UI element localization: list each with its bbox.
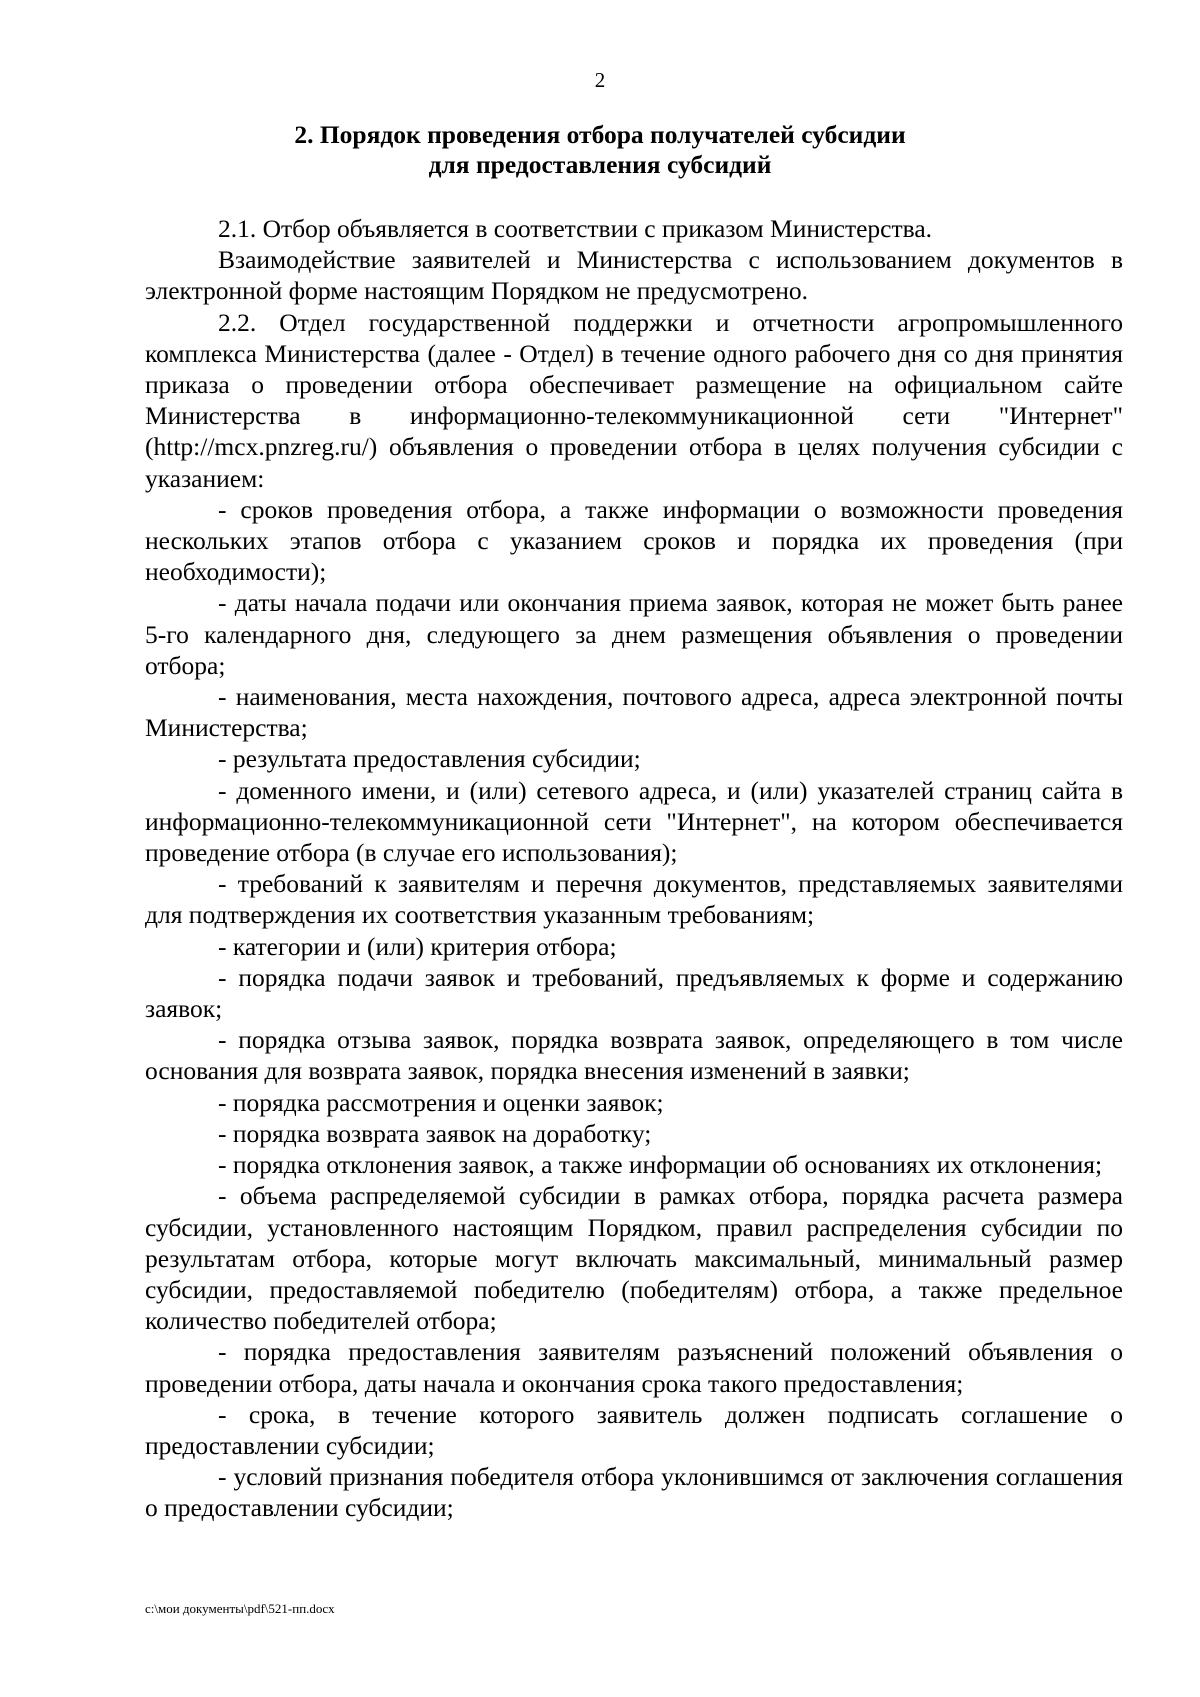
list-item: - результата предоставления субсидии;	[218, 744, 641, 774]
list-item: - условий признания победителя отбора уклонившимся от заключения соглашения о предоставлении субсидии;	[145, 1462, 1123, 1523]
list-item: - порядка возврата заявок на доработку;	[218, 1118, 652, 1148]
footer-file-path: c:\мои документы\pdf\521-пп.docx	[145, 1601, 335, 1616]
list-item: - порядка предоставления заявителям разъяснений положений объявления о проведении отбора, даты начала и окончания срока такого предоставления;	[145, 1337, 1123, 1398]
list-item: - сроков проведения отбора, а также информации о возможности проведения нескольких этапов отбора с указанием сроков и порядка их проведения (при необходимости);	[145, 494, 1123, 587]
document-body	[145, 213, 1123, 1524]
section-title	[145, 120, 1055, 180]
list-item: - порядка отзыва заявок, порядка возврата заявок, определяющего в том числе основания для возврата заявок, порядка внесения изменений в заявки;	[145, 1025, 1123, 1086]
list-item: - наименования, места нахождения, почтового адреса, адреса электронной почты Министерства;	[145, 682, 1123, 743]
page-number: 2	[594, 68, 606, 92]
list-item: - требований к заявителям и перечня документов, представляемых заявителями для подтверждения их соответствия указанным требованиям;	[145, 869, 1123, 930]
section-title-line-2: для предоставления субсидий	[428, 150, 772, 179]
list-item: - объема распределяемой субсидии в рамках отбора, порядка расчета размера субсидии, установленного настоящим Порядком, правил распределения субсидии по результатам отбора, которые могут включать максимальный, минимальный размер субсидии, предоставляемой победителю (победителям) отбора, а также предельное количество победителей отбора;	[145, 1181, 1123, 1336]
list-item: - порядка отклонения заявок, а также информации об основаниях их отклонения;	[218, 1150, 1103, 1180]
paragraph-interaction: Взаимодействие заявителей и Министерства с использованием документов в электронной форме настоящим Порядком не предусмотрено.	[145, 245, 1123, 306]
list-item: - категории и (или) критерия отбора;	[218, 931, 617, 961]
list-item: - срока, в течение которого заявитель должен подписать соглашение о предоставлении субсидии;	[145, 1399, 1123, 1460]
paragraph-2-1: 2.1. Отбор объявляется в соответствии с приказом Министерства.	[218, 214, 933, 243]
list-item: - доменного имени, и (или) сетевого адреса, и (или) указателей страниц сайта в информационно-телекоммуникационной сети "Интернет", на котором обеспечивается проведение отбора (в случае его использования);	[145, 775, 1123, 868]
paragraph-2-2: 2.2. Отдел государственной поддержки и отчетности агропромышленного комплекса Министерства (далее - Отдел) в течение одного рабочего дня со дня принятия приказа о проведении отбора обеспечивает размещение на официальном сайте Министерства в информационно-телекоммуникационной сети "Интернет" (http://mcx.pnzreg.ru/) объявления о проведении отбора в целях получения субсидии с указанием:	[145, 307, 1123, 493]
section-title-line-1: 2. Порядок проведения отбора получателей субсидии	[294, 120, 906, 149]
list-item: - порядка подачи заявок и требований, предъявляемых к форме и содержанию заявок;	[145, 962, 1123, 1024]
list-item: - даты начала подачи или окончания приема заявок, которая не может быть ранее 5-го календарного дня, следующего за днем размещения объявления о проведении отбора;	[145, 588, 1123, 680]
list-item: - порядка рассмотрения и оценки заявок;	[218, 1087, 664, 1117]
